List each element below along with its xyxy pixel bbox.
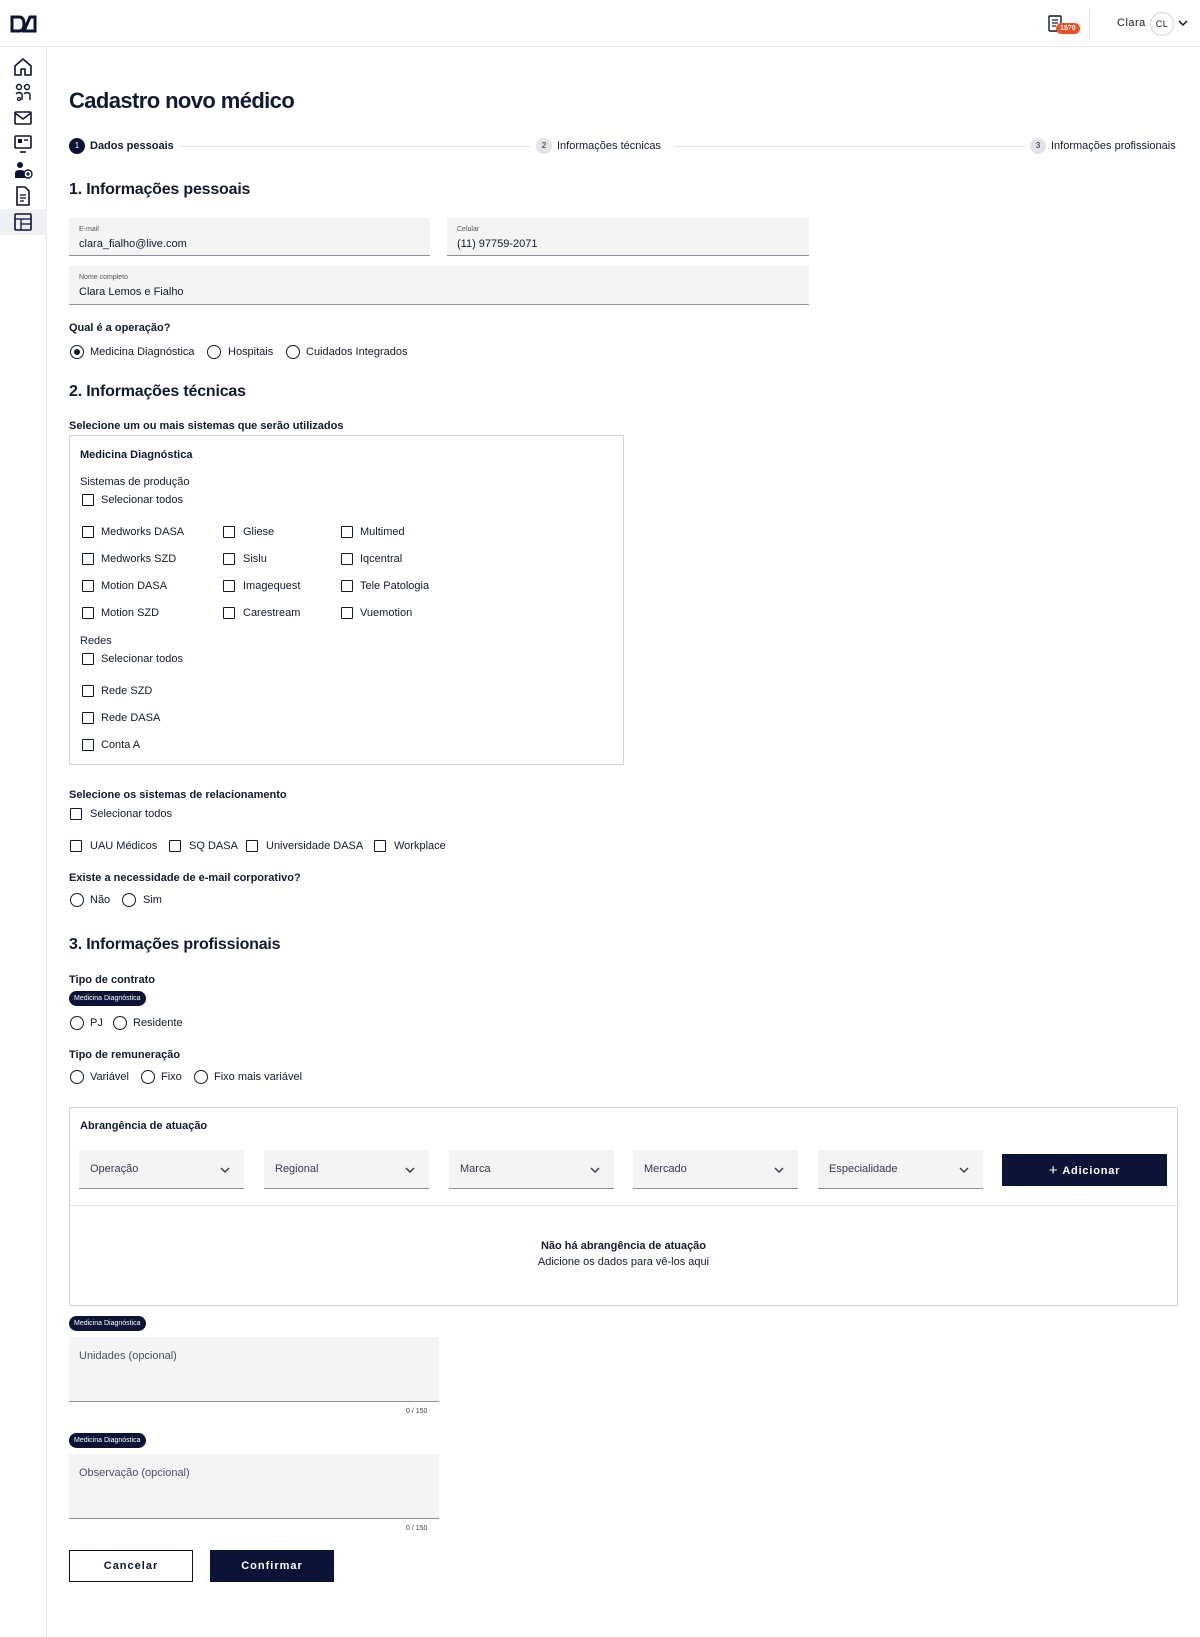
user-name[interactable]: Clara [1117,17,1146,29]
radio-operation-hospitais[interactable] [207,345,221,359]
step-3-label[interactable]: Informações profissionais [1051,140,1176,152]
checkbox-system[interactable] [223,553,235,565]
email-field[interactable] [69,218,430,256]
checkbox-system-label[interactable]: Motion DASA [101,580,168,592]
scope-title: Abrangência de atuação [80,1120,208,1132]
sidebar [0,47,47,1637]
checkbox-system[interactable] [223,607,235,619]
notification-badge: 1579 [1056,23,1080,34]
doctors-icon[interactable] [12,82,34,104]
checkbox-networks-select-all-label[interactable]: Selecionar todos [101,653,183,665]
checkbox-system-label[interactable]: Sislu [243,553,267,565]
radio-contract-residente-label[interactable]: Residente [133,1017,183,1029]
checkbox-relationship-label[interactable]: SQ DASA [189,840,238,852]
radio-contract-pj-label[interactable]: PJ [90,1017,103,1029]
checkbox-production-select-all[interactable] [82,494,94,506]
step-connector [674,146,1026,147]
units-counter: 0 / 150 [406,1408,428,1415]
checkbox-network[interactable] [82,685,94,697]
checkbox-relationship[interactable] [169,840,181,852]
calendar-grid-icon[interactable] [12,211,34,233]
checkbox-relationship[interactable] [246,840,258,852]
checkbox-system[interactable] [341,607,353,619]
cancel-button[interactable]: Cancelar [69,1550,193,1582]
document-icon[interactable] [12,185,34,207]
add-user-icon[interactable] [12,159,34,181]
chevron-down-icon[interactable] [1178,18,1188,28]
checkbox-system-label[interactable]: Tele Patologia [360,580,430,592]
radio-operation-medicina[interactable] [70,345,84,359]
full-name-field[interactable] [69,266,809,305]
checkbox-network[interactable] [82,712,94,724]
step-connector [180,146,530,147]
checkbox-system[interactable] [82,553,94,565]
select-mercado-value: Mercado [644,1163,687,1175]
operation-chip: Medicina Diagnóstica [69,991,146,1006]
mail-icon[interactable] [12,107,34,129]
confirm-button[interactable]: Confirmar [210,1550,334,1582]
radio-corporate-email-no[interactable] [70,893,84,907]
notes-counter: 0 / 150 [406,1525,428,1532]
avatar[interactable]: CL [1150,12,1174,36]
checkbox-system[interactable] [223,526,235,538]
checkbox-relationship-select-all-label[interactable]: Selecionar todos [90,808,172,820]
chevron-down-icon [774,1166,784,1174]
contract-type-label: Tipo de contrato [69,974,155,986]
checkbox-network-label[interactable]: Rede DASA [101,712,161,724]
scope-box [69,1107,1178,1306]
phone-field[interactable] [447,218,809,256]
checkbox-network-label[interactable]: Rede SZD [101,685,153,697]
checkbox-system[interactable] [82,526,94,538]
radio-operation-cuidados[interactable] [286,345,300,359]
select-regional-value: Regional [275,1163,319,1175]
select-operacao[interactable] [79,1150,244,1189]
phone-value[interactable]: (11) 97759-2071 [457,238,538,250]
chevron-down-icon [959,1166,969,1174]
checkbox-system-label[interactable]: Imagequest [243,580,301,592]
scope-empty-title: Não há abrangência de atuação [540,1240,707,1252]
checkbox-system-label[interactable]: Carestream [243,607,301,619]
checkbox-system[interactable] [82,607,94,619]
radio-remuneration-variavel[interactable] [70,1070,84,1084]
checkbox-network[interactable] [82,739,94,751]
scope-empty-subtitle: Adicione os dados para vê-los aqui [537,1256,710,1268]
page-title: Cadastro novo médico [69,88,295,113]
checkbox-system[interactable] [341,526,353,538]
add-scope-button[interactable] [1002,1154,1167,1186]
radio-corporate-email-yes[interactable] [122,893,136,907]
notes-textarea[interactable] [69,1454,439,1519]
plus-icon: + [1048,1161,1059,1179]
select-marca-value: Marca [460,1163,491,1175]
production-systems-label: Sistemas de produção [80,476,190,488]
phone-label: Celular [457,226,480,233]
checkbox-system[interactable] [82,580,94,592]
select-especialidade-value: Especialidade [829,1163,898,1175]
checkbox-system-label[interactable]: Motion SZD [101,607,160,619]
operation-chip: Medicina Diagnóstica [69,1316,146,1331]
radio-operation-hospitais-label[interactable]: Hospitais [228,346,274,358]
add-scope-button-label: Adicionar [1062,1164,1121,1177]
email-label: E-mail [79,226,99,233]
checkbox-system-label[interactable]: Multimed [360,526,405,538]
checkbox-relationship-label[interactable]: UAU Médicos [90,840,158,852]
step-1-number[interactable]: 1 [69,138,85,154]
systems-question: Selecione um ou mais sistemas que serão utilizados [69,420,344,432]
full-name-label: Nome completo [79,274,129,281]
radio-remuneration-fixo-label[interactable]: Fixo [161,1071,182,1083]
networks-label: Redes [80,635,112,647]
checkbox-relationship[interactable] [374,840,386,852]
step-2-label[interactable]: Informações técnicas [557,140,661,152]
radio-remuneration-fixo-variavel[interactable] [194,1070,208,1084]
top-bar [0,0,1200,47]
dashboard-icon[interactable] [12,133,34,155]
select-especialidade[interactable] [818,1150,983,1189]
checkbox-networks-select-all[interactable] [82,653,94,665]
select-marca[interactable] [449,1150,614,1189]
checkbox-relationship-label[interactable]: Universidade DASA [266,840,364,852]
corporate-email-question: Existe a necessidade de e-mail corporativo? [69,872,301,884]
remuneration-type-label: Tipo de remuneração [69,1049,181,1061]
relationship-question: Selecione os sistemas de relacionamento [69,789,287,801]
checkbox-network-label[interactable]: Conta A [101,739,141,751]
section-personal-title: 1. Informações pessoais [69,181,251,198]
radio-remuneration-variavel-label[interactable]: Variável [90,1071,129,1083]
checkbox-production-select-all-label[interactable]: Selecionar todos [101,494,183,506]
home-icon[interactable] [12,56,34,78]
radio-contract-pj[interactable] [70,1016,84,1030]
units-placeholder: Unidades (opcional) [79,1350,177,1362]
chevron-down-icon [405,1166,415,1174]
radio-corporate-email-yes-label[interactable]: Sim [143,894,162,906]
checkbox-system-label[interactable]: Gliese [243,526,275,538]
email-value[interactable]: clara_fialho@live.com [79,238,187,250]
step-3-number[interactable]: 3 [1030,138,1046,154]
notes-placeholder: Observação (opcional) [79,1467,190,1479]
radio-remuneration-fixo-variavel-label[interactable]: Fixo mais variável [214,1071,303,1083]
checkbox-system-label[interactable]: Medworks DASA [101,526,185,538]
radio-remuneration-fixo[interactable] [141,1070,155,1084]
step-2-number[interactable]: 2 [536,138,552,154]
checkbox-system[interactable] [341,553,353,565]
operation-chip: Medicina Diagnóstica [69,1433,146,1448]
radio-operation-medicina-label[interactable]: Medicina Diagnóstica [90,346,195,358]
checkbox-relationship[interactable] [70,840,82,852]
checkbox-system[interactable] [223,580,235,592]
units-textarea[interactable] [69,1337,439,1402]
checkbox-system[interactable] [341,580,353,592]
radio-corporate-email-no-label[interactable]: Não [90,894,111,906]
select-regional[interactable] [264,1150,429,1189]
checkbox-relationship-label[interactable]: Workplace [394,840,446,852]
operation-question: Qual é a operação? [69,322,171,334]
select-mercado[interactable] [633,1150,798,1189]
full-name-value[interactable]: Clara Lemos e Fialho [79,286,184,298]
radio-operation-cuidados-label[interactable]: Cuidados Integrados [306,346,408,358]
section-professional-title: 3. Informações profissionais [69,936,281,953]
checkbox-system-label[interactable]: Medworks SZD [101,553,177,565]
select-operacao-value: Operação [90,1163,139,1175]
checkbox-relationship-select-all[interactable] [70,808,82,820]
checkbox-system-label[interactable]: Vuemotion [360,607,413,619]
checkbox-system-label[interactable]: Iqcentral [360,553,403,565]
scope-divider [70,1205,1177,1206]
chevron-down-icon [220,1166,230,1174]
logo-icon[interactable] [10,15,37,33]
chevron-down-icon [590,1166,600,1174]
section-technical-title: 2. Informações técnicas [69,383,246,400]
systems-box-title: Medicina Diagnóstica [80,449,193,461]
header-divider [1089,8,1090,40]
radio-contract-residente[interactable] [113,1016,127,1030]
step-1-label[interactable]: Dados pessoais [90,140,174,152]
